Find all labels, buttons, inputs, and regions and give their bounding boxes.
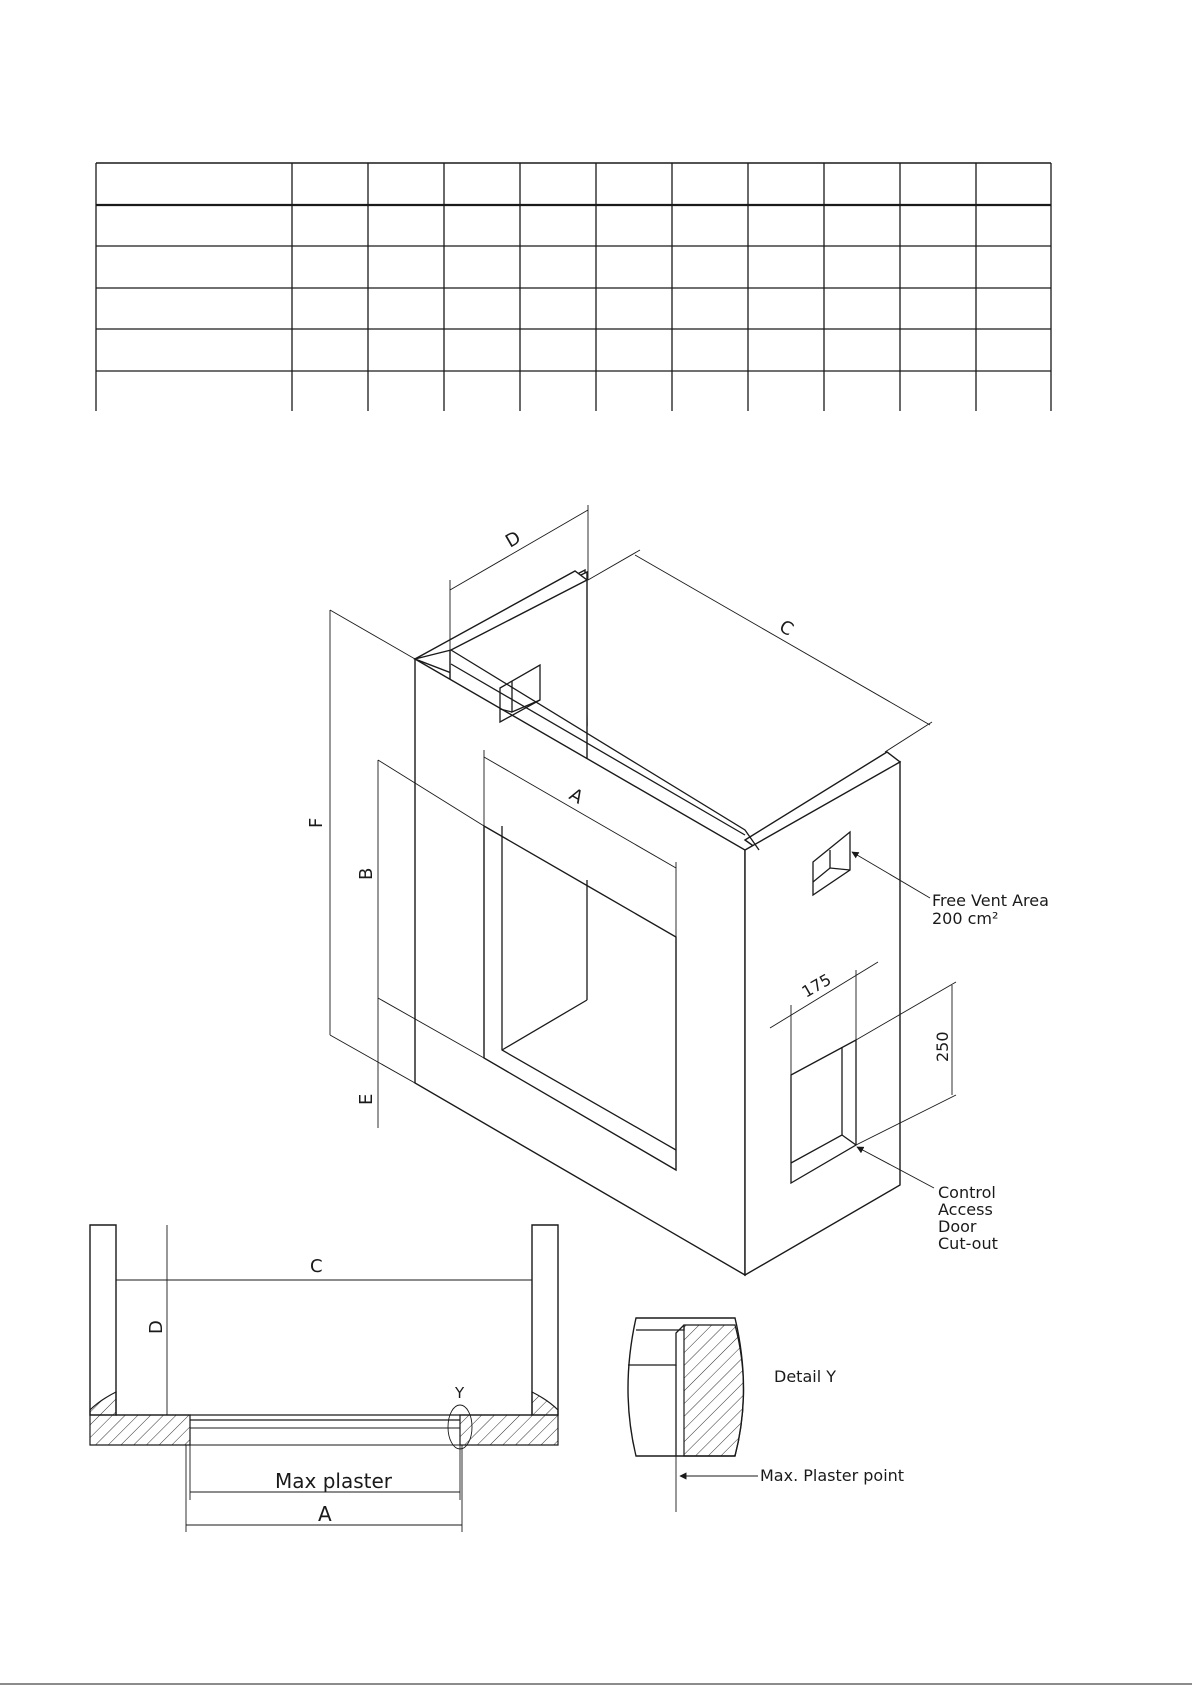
label-f-iso: F xyxy=(306,817,327,828)
label-c-iso: C xyxy=(775,616,797,641)
control-label-4: Cut-out xyxy=(938,1234,998,1253)
iso-side-wall xyxy=(745,762,900,1275)
dim-c-iso xyxy=(588,550,932,752)
label-c-plan: C xyxy=(310,1256,323,1277)
detail-y-title: Detail Y xyxy=(774,1367,836,1386)
dim-e-iso xyxy=(356,998,378,1128)
control-label-3: Door xyxy=(938,1217,977,1236)
label-y-plan: Y xyxy=(455,1384,465,1402)
max-plaster-point-label: Max. Plaster point xyxy=(760,1466,905,1485)
label-250: 250 xyxy=(933,1031,952,1062)
detail-hatched-wall xyxy=(684,1325,744,1456)
label-d-plan: D xyxy=(146,1320,167,1334)
label-d-iso: D xyxy=(502,527,525,553)
free-vent-label-1: Free Vent Area xyxy=(932,891,1049,910)
plan-view xyxy=(90,1225,558,1532)
dim-max-plaster xyxy=(190,1420,460,1500)
dim-d-plan xyxy=(146,1225,167,1415)
plan-right-wall xyxy=(532,1225,558,1415)
label-a-plan: A xyxy=(318,1502,332,1526)
free-vent-label-2: 200 cm² xyxy=(932,909,999,928)
detail-y-view xyxy=(628,1318,904,1512)
plan-right-hatch xyxy=(460,1392,558,1445)
control-label-2: Access xyxy=(938,1200,993,1219)
dimensions-table xyxy=(96,163,1051,411)
plan-left-hatch xyxy=(90,1392,190,1445)
control-label-1: Control xyxy=(938,1183,996,1202)
label-e-iso: E xyxy=(356,1093,377,1105)
dim-f-iso xyxy=(306,610,415,1083)
label-b-iso: B xyxy=(356,867,377,880)
label-max-plaster: Max plaster xyxy=(275,1469,393,1493)
dim-c-plan xyxy=(116,1256,532,1280)
isometric-view xyxy=(306,505,1049,1275)
label-175: 175 xyxy=(798,969,835,1002)
plan-left-wall xyxy=(90,1225,116,1415)
label-a-iso: A xyxy=(565,784,587,809)
